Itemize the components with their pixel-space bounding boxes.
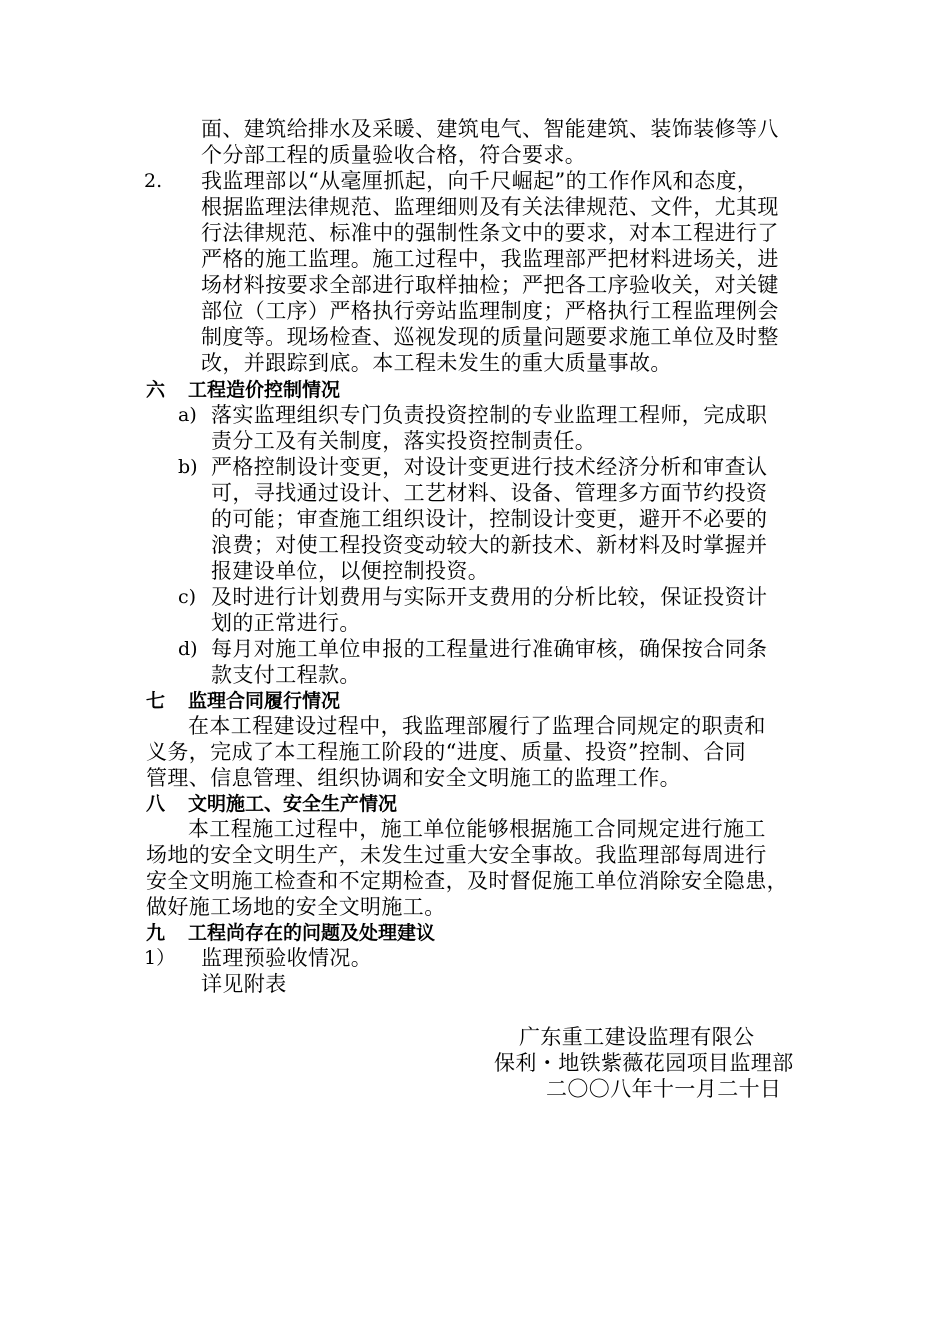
section-heading: 工程造价控制情况 xyxy=(188,379,341,401)
paragraph-line: 落实监理组织专门负责投资控制的专业监理工程师，完成职 xyxy=(211,403,768,427)
paragraph-line: 做好施工场地的安全文明施工。 xyxy=(146,895,446,919)
section-number: 八 xyxy=(146,793,166,815)
list-marker: c) xyxy=(178,586,197,608)
section-number: 七 xyxy=(146,690,166,712)
list-number: 2. xyxy=(144,170,163,192)
paragraph-line: 每月对施工单位申报的工程量进行准确审核，确保按合同条 xyxy=(211,637,768,661)
list-number: 1） xyxy=(144,947,176,969)
paragraph-line: 改，并跟踪到底。本工程未发生的重大质量事故。 xyxy=(201,351,672,375)
paragraph-line: 严格的施工监理。施工过程中，我监理部严把材料进场关，进 xyxy=(201,247,779,271)
section-number: 六 xyxy=(146,379,166,401)
list-marker: d) xyxy=(178,638,198,660)
paragraph-line: 义务，完成了本工程施工阶段的“进度、质量、投资”控制、合同 xyxy=(146,740,747,764)
signature-department: 保利・地铁紫薇花园项目监理部 xyxy=(494,1051,794,1075)
paragraph-line: 管理、信息管理、组织协调和安全文明施工的监理工作。 xyxy=(146,766,681,790)
paragraph-line: 可，寻找通过设计、工艺材料、设备、管理多方面节约投资 xyxy=(211,481,768,505)
section-heading: 文明施工、安全生产情况 xyxy=(188,793,398,815)
paragraph-line: 报建设单位，以便控制投资。 xyxy=(211,559,490,583)
paragraph-line: 部位（工序）严格执行旁站监理制度；严格执行工程监理例会 xyxy=(201,299,779,323)
paragraph-line: 本工程施工过程中，施工单位能够根据施工合同规定进行施工 xyxy=(188,817,766,841)
list-marker: a) xyxy=(178,404,197,426)
section-number: 九 xyxy=(146,922,166,944)
paragraph-line: 场材料按要求全部进行取样抽检；严把各工序验收关，对关键 xyxy=(201,273,779,297)
paragraph-line: 制度等。现场检查、巡视发现的质量问题要求施工单位及时整 xyxy=(201,325,779,349)
section-heading: 监理合同履行情况 xyxy=(188,690,341,712)
paragraph-line: 款支付工程款。 xyxy=(211,663,361,687)
paragraph-line: 划的正常进行。 xyxy=(211,611,361,635)
section-heading: 工程尚存在的问题及处理建议 xyxy=(188,922,436,944)
paragraph-line: 浪费；对使工程投资变动较大的新技术、新材料及时掌握并 xyxy=(211,533,768,557)
paragraph-line: 的可能；审查施工组织设计，控制设计变更，避开不必要的 xyxy=(211,507,768,531)
paragraph-line: 及时进行计划费用与实际开支费用的分析比较，保证投资计 xyxy=(211,585,768,609)
paragraph-line: 在本工程建设过程中，我监理部履行了监理合同规定的职责和 xyxy=(188,714,766,738)
list-marker: b) xyxy=(178,456,198,478)
paragraph-line: 责分工及有关制度，落实投资控制责任。 xyxy=(211,429,597,453)
signature-date: 二〇〇八年十一月二十日 xyxy=(546,1077,782,1101)
paragraph-line: 我监理部以“从毫厘抓起，向千尺崛起”的工作作风和态度， xyxy=(201,169,759,193)
paragraph-line: 面、建筑给排水及采暖、建筑电气、智能建筑、装饰装修等八 xyxy=(201,117,779,141)
paragraph-line: 详见附表 xyxy=(201,972,287,996)
paragraph-line: 严格控制设计变更，对设计变更进行技术经济分析和审查认 xyxy=(211,455,768,479)
paragraph-line: 行法律规范、标准中的强制性条文中的要求，对本工程进行了 xyxy=(201,221,779,245)
paragraph-line: 个分部工程的质量验收合格，符合要求。 xyxy=(201,143,587,167)
paragraph-line: 根据监理法律规范、监理细则及有关法律规范、文件，尤其现 xyxy=(201,195,779,219)
signature-company: 广东重工建设监理有限公 xyxy=(519,1025,755,1049)
paragraph-line: 安全文明施工检查和不定期检查，及时督促施工单位消除安全隐患， xyxy=(146,869,788,893)
paragraph-line: 监理预验收情况。 xyxy=(201,946,373,970)
paragraph-line: 场地的安全文明生产，未发生过重大安全事故。我监理部每周进行 xyxy=(146,843,767,867)
